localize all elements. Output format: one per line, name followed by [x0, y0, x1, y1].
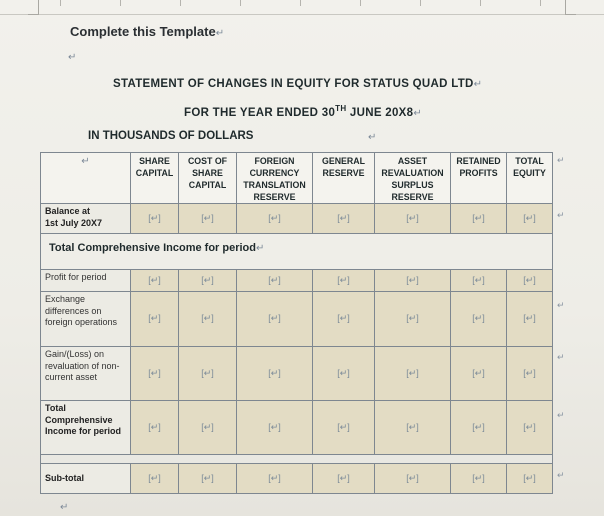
- row-end-mark-icon: ↵: [557, 352, 565, 362]
- cell-marker: [↵]: [406, 422, 419, 432]
- input-cell[interactable]: [237, 292, 313, 347]
- instruction-text[interactable]: [70, 24, 224, 39]
- input-cell[interactable]: [237, 347, 313, 401]
- table-row-profit: [41, 270, 553, 292]
- input-cell[interactable]: [179, 347, 237, 401]
- equity-table: [40, 152, 553, 494]
- balance-label-line-1: Balance at: [45, 206, 91, 216]
- input-cell[interactable]: [237, 270, 313, 292]
- balance-label-line-2: 1st July 20X7: [45, 217, 103, 228]
- cell-marker: [↵]: [406, 213, 419, 223]
- cell-marker: [↵]: [201, 473, 214, 483]
- statement-title[interactable]: [113, 78, 482, 90]
- cell-marker: [↵]: [201, 213, 214, 223]
- input-cell[interactable]: [375, 204, 451, 234]
- spacer-cell: [41, 455, 553, 464]
- input-cell[interactable]: [131, 347, 179, 401]
- table-row-revaluation: [41, 347, 553, 401]
- cell-marker: [↵]: [523, 422, 536, 432]
- input-cell[interactable]: [507, 292, 553, 347]
- cell-marker: [↵]: [268, 473, 281, 483]
- row-end-mark-icon: ↵: [557, 300, 565, 310]
- cell-marker: [↵]: [523, 313, 536, 323]
- column-header[interactable]: COST OF SHARE CAPITAL: [179, 153, 237, 204]
- input-cell[interactable]: [131, 270, 179, 292]
- input-cell[interactable]: [313, 464, 375, 494]
- input-cell[interactable]: [507, 401, 553, 455]
- input-cell[interactable]: [179, 292, 237, 347]
- statement-subtitle[interactable]: [184, 104, 422, 119]
- table-row-subtotal: [41, 464, 553, 494]
- cell-marker: [↵]: [472, 313, 485, 323]
- row-end-mark-icon: ↵: [557, 470, 565, 480]
- input-cell[interactable]: [507, 204, 553, 234]
- cell-marker: [↵]: [472, 275, 485, 285]
- section-heading-row: [41, 234, 553, 270]
- cell-marker: [↵]: [337, 368, 350, 378]
- cell-marker: [↵]: [523, 368, 536, 378]
- column-header[interactable]: GENERAL RESERVE: [313, 153, 375, 204]
- cell-marker: [↵]: [201, 422, 214, 432]
- input-cell[interactable]: [179, 401, 237, 455]
- cell-marker: [↵]: [337, 275, 350, 285]
- paragraph-mark-icon: ↵: [215, 28, 225, 39]
- input-cell[interactable]: [131, 401, 179, 455]
- cell-marker: [↵]: [148, 473, 161, 483]
- header-row: [41, 153, 553, 204]
- cell-marker: [↵]: [148, 368, 161, 378]
- cell-marker: [↵]: [472, 368, 485, 378]
- input-cell[interactable]: [507, 270, 553, 292]
- paragraph-mark-icon: ↵: [473, 79, 483, 90]
- cell-marker: [↵]: [337, 213, 350, 223]
- cell-marker: [↵]: [406, 368, 419, 378]
- column-header[interactable]: ASSET REVALUATION SURPLUS RESERVE: [375, 153, 451, 204]
- input-cell[interactable]: [237, 464, 313, 494]
- input-cell[interactable]: [507, 347, 553, 401]
- header-corner-cell[interactable]: [41, 153, 131, 204]
- input-cell[interactable]: [131, 204, 179, 234]
- cell-marker: [↵]: [523, 213, 536, 223]
- column-header[interactable]: TOTAL EQUITY: [507, 153, 553, 204]
- cell-marker: [↵]: [337, 313, 350, 323]
- input-cell[interactable]: [237, 204, 313, 234]
- title-text: STATEMENT OF CHANGES IN EQUITY FOR STATUS QUAD LTD: [113, 78, 474, 90]
- subtotal-label-cell[interactable]: Sub-total: [41, 464, 131, 494]
- cell-marker: [↵]: [406, 313, 419, 323]
- column-header[interactable]: RETAINED PROFITS: [451, 153, 507, 204]
- subtitle-suffix: JUNE 20X8: [346, 106, 414, 119]
- input-cell[interactable]: [313, 292, 375, 347]
- cell-marker: [↵]: [201, 368, 214, 378]
- cell-marker: [↵]: [472, 473, 485, 483]
- paragraph-mark-icon: ↵: [60, 502, 69, 513]
- paragraph-mark-icon: ↵: [81, 156, 90, 167]
- cell-marker: [↵]: [523, 473, 536, 483]
- cell-marker: [↵]: [268, 368, 281, 378]
- cell-marker: [↵]: [201, 313, 214, 323]
- input-cell[interactable]: [451, 292, 507, 347]
- input-cell[interactable]: [451, 270, 507, 292]
- subtitle-prefix: FOR THE YEAR ENDED 30: [184, 106, 336, 119]
- input-cell[interactable]: [237, 401, 313, 455]
- input-cell[interactable]: [313, 347, 375, 401]
- row-label-cell[interactable]: Gain/(Loss) on revaluation of non-current asset: [41, 347, 131, 401]
- input-cell[interactable]: [131, 292, 179, 347]
- row-end-mark-icon: ↵: [557, 210, 565, 220]
- instruction-label: Complete this Template: [70, 24, 216, 39]
- input-cell[interactable]: [451, 204, 507, 234]
- cell-marker: [↵]: [148, 275, 161, 285]
- input-cell[interactable]: [507, 464, 553, 494]
- balance-label-cell[interactable]: [41, 204, 131, 234]
- cell-marker: [↵]: [148, 313, 161, 323]
- crop-mark-right: [565, 0, 576, 15]
- column-header[interactable]: FOREIGN CURRENCY TRANSLATION RESERVE: [237, 153, 313, 204]
- input-cell[interactable]: [375, 347, 451, 401]
- row-label-cell[interactable]: Exchange differences on foreign operations: [41, 292, 131, 347]
- paragraph-mark-icon: ↵: [68, 52, 77, 63]
- row-label-cell[interactable]: Total Comprehensive Income for period: [41, 401, 131, 455]
- cell-marker: [↵]: [337, 422, 350, 432]
- input-cell[interactable]: [313, 270, 375, 292]
- units-text: IN THOUSANDS OF DOLLARS: [88, 130, 254, 142]
- input-cell[interactable]: [375, 401, 451, 455]
- section-heading-text: Total Comprehensive Income for period: [49, 242, 256, 254]
- row-end-mark-icon: ↵: [557, 155, 565, 165]
- table-row-balance: [41, 204, 553, 234]
- cell-marker: [↵]: [201, 275, 214, 285]
- paragraph-mark-icon: ↵: [413, 107, 423, 119]
- cell-marker: [↵]: [268, 313, 281, 323]
- input-cell[interactable]: [375, 292, 451, 347]
- input-cell[interactable]: [451, 464, 507, 494]
- row-end-mark-icon: ↵: [557, 410, 565, 420]
- subtitle-superscript: TH: [335, 104, 347, 113]
- cell-marker: [↵]: [406, 473, 419, 483]
- cell-marker: [↵]: [268, 422, 281, 432]
- input-cell[interactable]: [179, 270, 237, 292]
- input-cell[interactable]: [375, 270, 451, 292]
- input-cell[interactable]: [375, 464, 451, 494]
- cell-marker: [↵]: [148, 422, 161, 432]
- cell-marker: [↵]: [523, 275, 536, 285]
- ruler: [0, 0, 604, 15]
- paragraph-mark-icon: ↵: [368, 132, 377, 143]
- column-header[interactable]: SHARE CAPITAL: [131, 153, 179, 204]
- cell-marker: [↵]: [148, 213, 161, 223]
- units-label[interactable]: [88, 130, 253, 142]
- input-cell[interactable]: [451, 401, 507, 455]
- cell-marker: [↵]: [472, 422, 485, 432]
- cell-marker: [↵]: [268, 275, 281, 285]
- table-row-total-ci: [41, 401, 553, 455]
- cell-marker: [↵]: [406, 275, 419, 285]
- input-cell[interactable]: [313, 204, 375, 234]
- input-cell[interactable]: [179, 464, 237, 494]
- input-cell[interactable]: [313, 401, 375, 455]
- input-cell[interactable]: [179, 204, 237, 234]
- cell-marker: [↵]: [268, 213, 281, 223]
- row-label-cell[interactable]: Profit for period: [41, 270, 131, 292]
- section-heading-cell[interactable]: [41, 234, 553, 270]
- crop-mark-left: [28, 0, 39, 15]
- paragraph-mark-icon: ↵: [256, 243, 265, 254]
- cell-marker: [↵]: [337, 473, 350, 483]
- cell-marker: [↵]: [472, 213, 485, 223]
- input-cell[interactable]: [131, 464, 179, 494]
- input-cell[interactable]: [451, 347, 507, 401]
- table-row-exchange: [41, 292, 553, 347]
- spacer-row: [41, 455, 553, 464]
